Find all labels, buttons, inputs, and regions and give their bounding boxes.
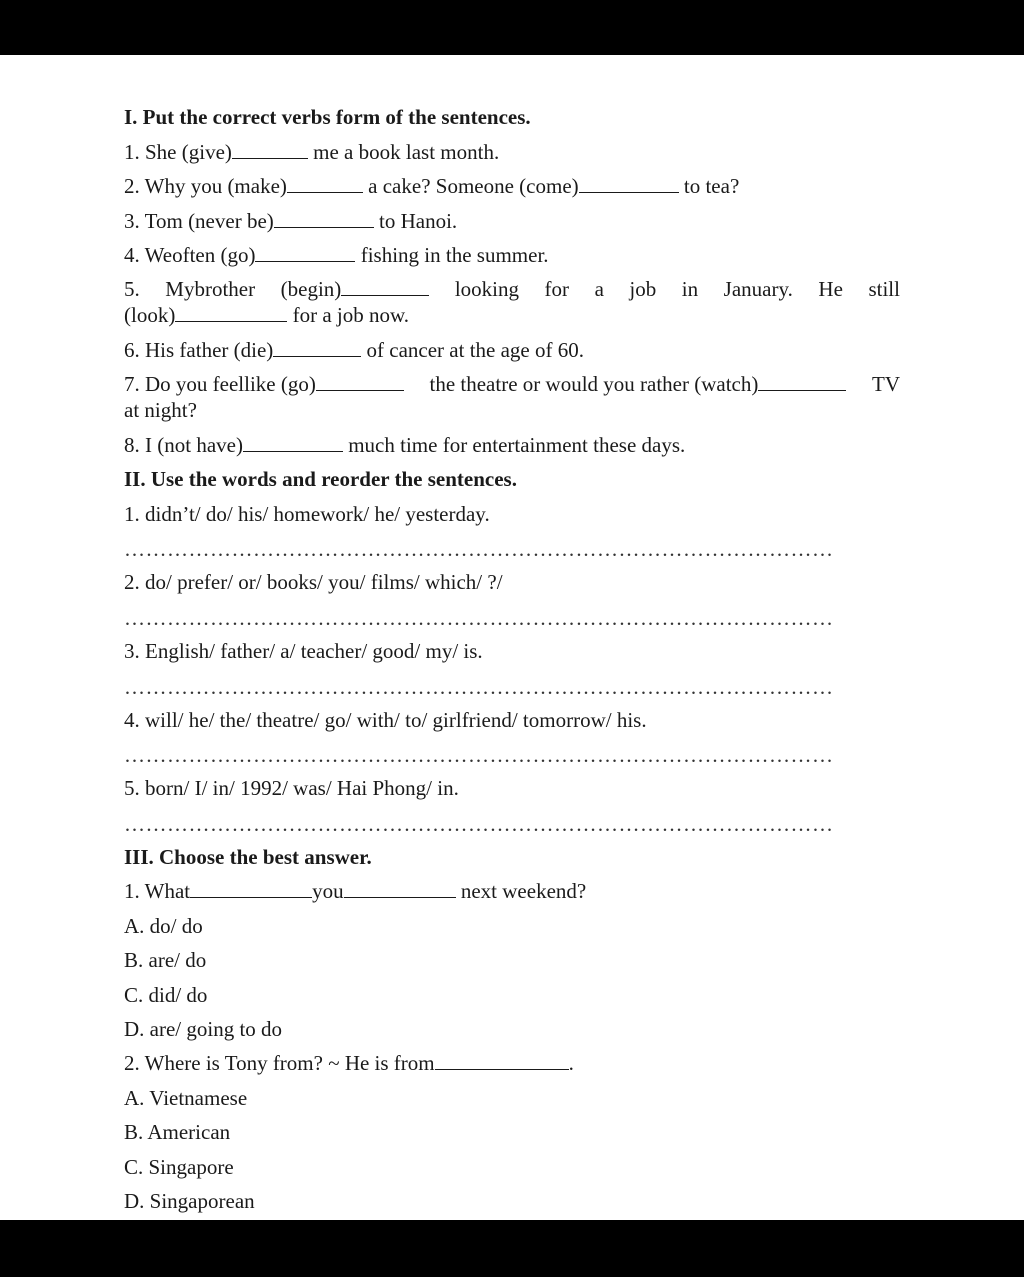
- s1-question-3: [124, 208, 457, 234]
- s1-q5-word: still: [868, 277, 900, 301]
- answer-blank[interactable]: [255, 243, 355, 262]
- s1-q4-text-a: 4. Weoften (go): [124, 243, 256, 267]
- s1-q2-text-a: 2. Why you (make): [124, 174, 287, 198]
- s2-item-1: 1. didn’t/ do/ his/ homework/ he/ yesterday.: [124, 502, 490, 526]
- s1-q5-word: 5.: [124, 277, 140, 301]
- s1-q3-text-b: to Hanoi.: [379, 209, 458, 233]
- answer-blank[interactable]: [243, 433, 343, 452]
- answer-blank[interactable]: [341, 277, 429, 296]
- s3-q2-text-a: 2. Where is Tony from? ~ He is from: [124, 1051, 435, 1075]
- s1-question-7-line-2: at night?: [124, 398, 197, 422]
- answer-blank[interactable]: [758, 372, 846, 391]
- s2-answer-line-2[interactable]: ………………………………………………………………………………………: [124, 606, 834, 630]
- s3-question-1: [124, 878, 586, 904]
- s1-q3-text-a: 3. Tom (never be): [124, 209, 274, 233]
- s1-question-7-line-1: [124, 371, 900, 397]
- s1-q5-word: looking: [454, 277, 519, 301]
- s1-q5-word-group: [281, 276, 430, 302]
- s1-question-8: [124, 432, 685, 458]
- s1-q1-text-a: 1. She (give): [124, 140, 232, 164]
- answer-blank[interactable]: [273, 338, 361, 357]
- s3-q2-option-a[interactable]: A. Vietnamese: [124, 1086, 248, 1110]
- s1-q7-text-a: 7. Do you feellike (go): [124, 372, 316, 396]
- s3-q1-text-a: 1. What: [124, 879, 191, 903]
- top-black-bar: [0, 0, 1024, 55]
- s2-answer-line-4[interactable]: ………………………………………………………………………………………: [124, 743, 834, 767]
- s3-q2-option-b[interactable]: B. American: [124, 1120, 231, 1144]
- s1-q5-text-b: for a job now.: [292, 303, 410, 327]
- s1-q1-text-b: me a book last month.: [313, 140, 500, 164]
- s2-item-2: 2. do/ prefer/ or/ books/ you/ films/ which/ ?/: [124, 570, 503, 594]
- s1-q4-text-b: fishing in the summer.: [360, 243, 549, 267]
- answer-blank[interactable]: [175, 303, 287, 322]
- s2-answer-line-1[interactable]: ………………………………………………………………………………………: [124, 537, 834, 561]
- s2-answer-line-5[interactable]: ………………………………………………………………………………………: [124, 812, 834, 836]
- s1-q8-text-b: much time for entertainment these days.: [348, 433, 686, 457]
- s3-q1-option-c[interactable]: C. did/ do: [124, 983, 208, 1007]
- s1-question-5-line-2: [124, 302, 409, 328]
- s1-q5-text-look: (look): [124, 303, 176, 327]
- s2-item-4: 4. will/ he/ the/ theatre/ go/ with/ to/ girlfriend/ tomorrow/ his.: [124, 708, 647, 732]
- s3-question-2: [124, 1050, 574, 1076]
- s1-q6-text-b: of cancer at the age of 60.: [366, 338, 584, 362]
- s2-answer-line-3[interactable]: ………………………………………………………………………………………: [124, 675, 834, 699]
- answer-blank[interactable]: [435, 1051, 569, 1070]
- s1-question-4: [124, 242, 549, 268]
- s1-q8-text-a: 8. I (not have): [124, 433, 243, 457]
- bottom-black-bar: [0, 1220, 1024, 1277]
- s1-question-6: [124, 337, 584, 363]
- s3-q1-option-b[interactable]: B. are/ do: [124, 948, 207, 972]
- s1-q7-part-1: [124, 371, 404, 397]
- s3-q2-text-b: .: [568, 1051, 574, 1075]
- s1-question-5-line-1: [124, 276, 900, 302]
- s3-q1-text-c: next weekend?: [460, 879, 587, 903]
- answer-blank[interactable]: [232, 140, 308, 159]
- answer-blank[interactable]: [274, 209, 374, 228]
- s1-question-1: [124, 139, 499, 165]
- s1-q2-text-b: a cake? Someone (come): [368, 174, 579, 198]
- answer-blank[interactable]: [316, 372, 404, 391]
- s1-q5-word: January.: [723, 277, 793, 301]
- worksheet-page: [0, 55, 1024, 1220]
- s3-q2-option-d[interactable]: D. Singaporean: [124, 1189, 255, 1213]
- s1-q5-word: Mybrother: [165, 277, 256, 301]
- s1-question-2: [124, 173, 739, 199]
- s1-q7-text-b: the theatre or would you rather (watch): [429, 372, 759, 396]
- s3-q2-option-c[interactable]: C. Singapore: [124, 1155, 234, 1179]
- answer-blank[interactable]: [344, 879, 456, 898]
- s1-q5-word: (begin): [280, 277, 342, 301]
- s1-q5-word: a: [594, 277, 604, 301]
- s1-q6-text-a: 6. His father (die): [124, 338, 274, 362]
- s1-q7-text-c: TV: [872, 372, 900, 396]
- s3-q1-option-a[interactable]: A. do/ do: [124, 914, 203, 938]
- s1-q2-text-c: to tea?: [683, 174, 740, 198]
- s3-q1-option-d[interactable]: D. are/ going to do: [124, 1017, 283, 1041]
- s1-q7-part-2: [430, 371, 847, 397]
- section-3-title: III. Choose the best answer.: [124, 845, 372, 869]
- answer-blank[interactable]: [287, 174, 363, 193]
- s1-q5-word: He: [818, 277, 843, 301]
- answer-blank[interactable]: [190, 879, 312, 898]
- s1-q5-word: in: [681, 277, 699, 301]
- s1-q5-word: job: [629, 277, 657, 301]
- answer-blank[interactable]: [579, 174, 679, 193]
- section-1-title: I. Put the correct verbs form of the sentences.: [124, 105, 531, 129]
- s3-q1-text-b: you: [312, 879, 344, 903]
- s2-item-5: 5. born/ I/ in/ 1992/ was/ Hai Phong/ in.: [124, 776, 459, 800]
- section-2-title: II. Use the words and reorder the sentences.: [124, 467, 517, 491]
- s1-q5-word: for: [544, 277, 570, 301]
- s2-item-3: 3. English/ father/ a/ teacher/ good/ my/ is.: [124, 639, 483, 663]
